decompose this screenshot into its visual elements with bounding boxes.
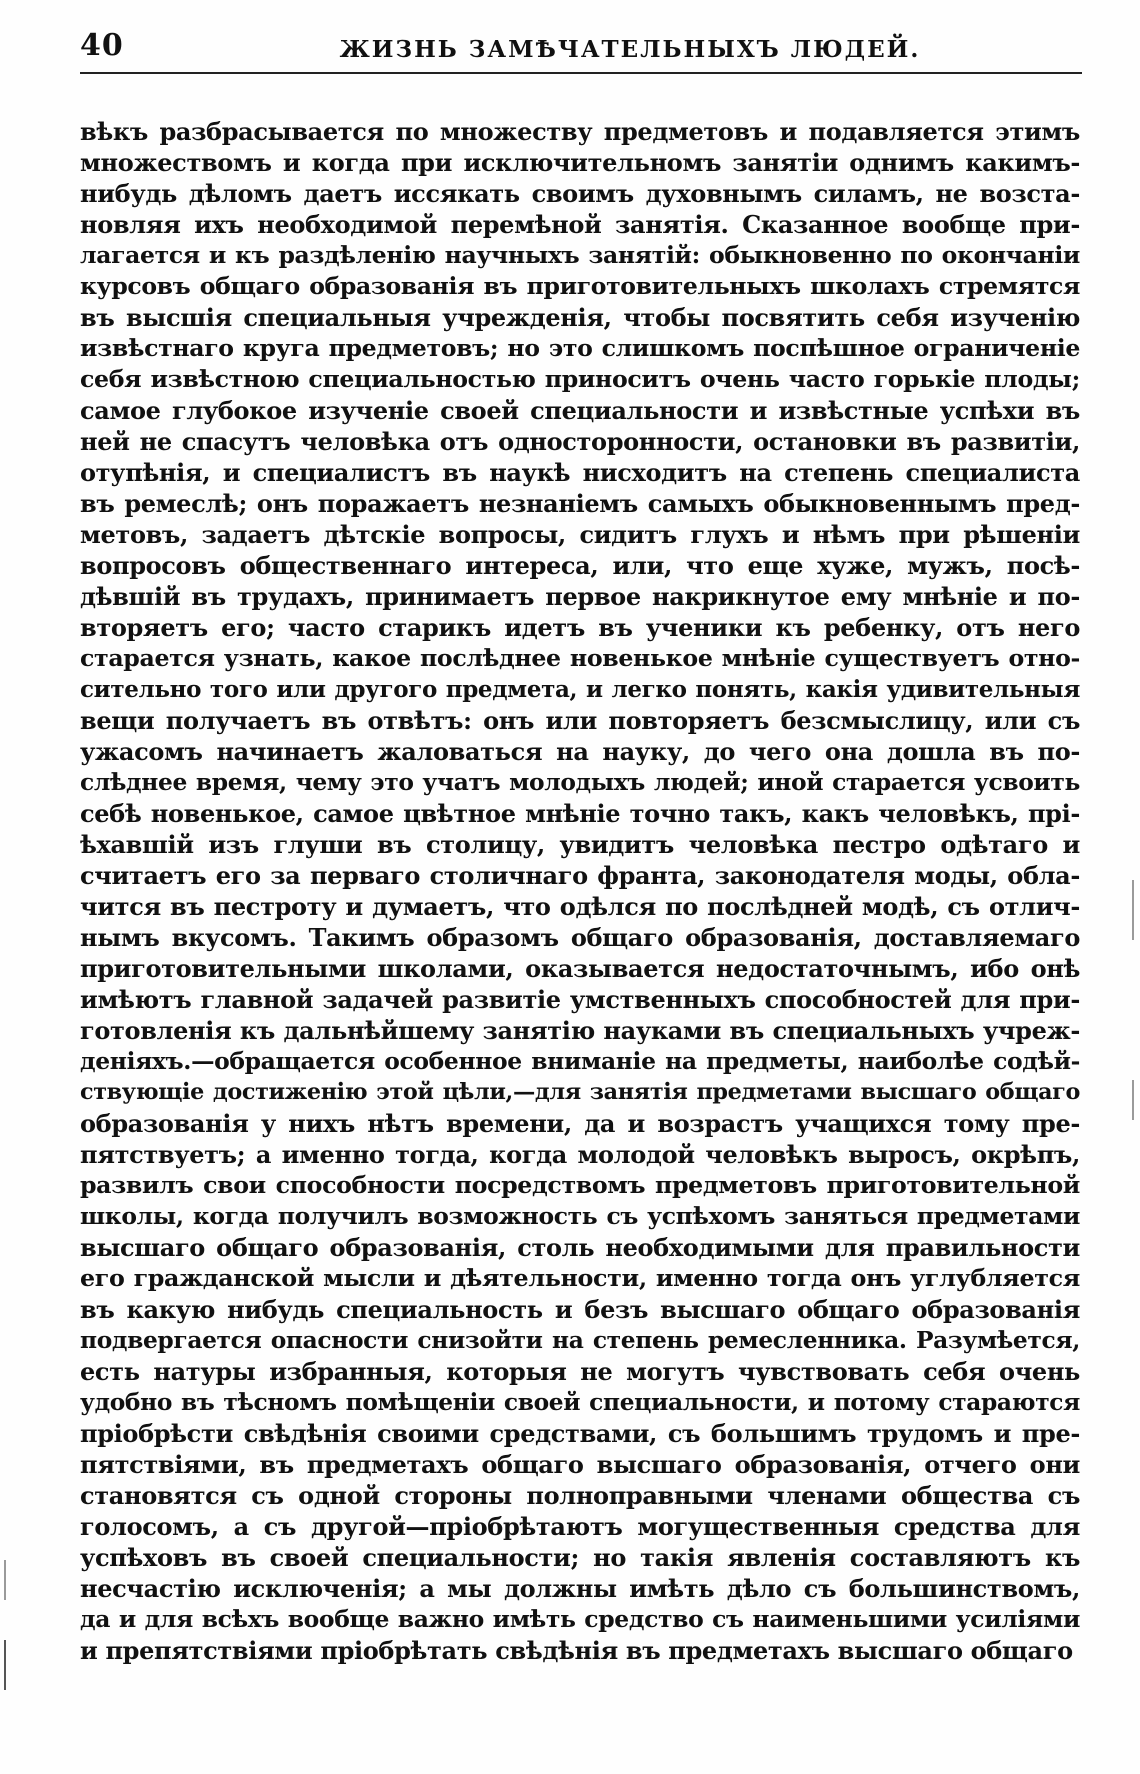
scan-margin-mark <box>4 1560 6 1600</box>
text-line: пятствуетъ; а именно тогда, когда молодой человѣкъ выросъ, окрѣпъ, <box>80 1140 1080 1169</box>
text-line: въ ремеслѣ; онъ поражаетъ незнаніемъ самыхъ обыкновеннымъ пред- <box>80 489 1080 518</box>
text-line: метовъ, задаетъ дѣтскіе вопросы, сидитъ глухъ и нѣмъ при рѣшеніи <box>80 520 1080 549</box>
text-line: становятся съ одной стороны полноправными членами общества съ <box>80 1481 1080 1510</box>
page-header <box>80 28 1080 72</box>
text-line: считаетъ его за перваго столичнаго франта, законодателя моды, обла- <box>80 861 1080 890</box>
text-line: удобно въ тѣсномъ помѣщеніи своей специальности, и потому стараются <box>80 1389 1080 1416</box>
text-line: множествомъ и когда при исключительномъ занятіи однимъ какимъ- <box>80 148 1080 177</box>
text-line: образованія у нихъ нѣтъ времени, да и возрастъ учащихся тому пре- <box>80 1109 1080 1138</box>
text-line: его гражданской мысли и дѣятельности, именно тогда онъ углубляется <box>80 1264 1080 1292</box>
text-line: и препятствіями пріобрѣтать свѣдѣнія въ предметахъ высшаго общаго <box>80 1636 1073 1665</box>
text-line: приготовительными школами, оказывается недостаточнымъ, ибо онѣ <box>80 954 1080 983</box>
text-line: голосомъ, а съ другой—пріобрѣтаютъ могущественныя средства для <box>80 1512 1080 1541</box>
text-line: лагается и къ раздѣленію научныхъ занятій: обыкновенно по окончаніи <box>80 241 1080 269</box>
scan-margin-mark <box>4 1640 6 1690</box>
text-line: ѣхавшій изъ глуши въ столицу, увидитъ человѣка пестро одѣтаго и <box>80 830 1080 859</box>
body-text <box>80 116 1080 1666</box>
text-line: вопросовъ общественнаго интереса, или, что еще хуже, мужъ, посѣ- <box>80 551 1080 580</box>
text-line: себѣ новенькое, самое цвѣтное мнѣніе точно такъ, какъ человѣкъ, прі- <box>80 799 1080 828</box>
text-line: отупѣнія, и специалистъ въ наукѣ нисходитъ на степень специалиста <box>80 458 1080 487</box>
text-line: новляя ихъ необходимой перемѣной занятія. Сказанное вообще при- <box>80 210 1080 239</box>
text-line: развилъ свои способности посредствомъ предметовъ приготовительной <box>80 1171 1080 1199</box>
text-line: себя извѣстною специальностью приноситъ очень часто горькіе плоды; <box>80 365 1080 393</box>
text-line: сительно того или другого предмета, и легко понять, какія удивительныя <box>80 676 1080 703</box>
text-line: высшаго общаго образованія, столь необходимыми для правильности <box>80 1233 1080 1262</box>
header-rule <box>80 72 1082 74</box>
scan-margin-mark <box>1132 1080 1134 1120</box>
text-line: пятствіями, въ предметахъ общаго высшаго образованія, отчего они <box>80 1450 1080 1479</box>
text-line: пріобрѣсти свѣдѣнія своими средствами, съ большимъ трудомъ и пре- <box>80 1419 1080 1448</box>
text-line: есть натуры избранныя, которыя не могутъ чувствовать себя очень <box>80 1357 1080 1386</box>
page-number: 40 <box>80 28 124 63</box>
text-line: самое глубокое изученіе своей специальности и извѣстные успѣхи въ <box>80 396 1080 425</box>
text-line: готовленія къ дальнѣйшему занятію науками въ специальныхъ учреж- <box>80 1016 1080 1045</box>
text-line: нибудь дѣломъ даетъ иссякать своимъ духовнымъ силамъ, не возста- <box>80 179 1080 208</box>
text-line: ствующіе достиженію этой цѣли,—для занятія предметами высшаго общаго <box>80 1079 1080 1105</box>
text-line: ней не спасутъ человѣка отъ односторонности, остановки въ развитіи, <box>80 427 1080 456</box>
text-line: имѣютъ главной задачей развитіе умственныхъ способностей для при- <box>80 985 1080 1014</box>
text-line: вѣкъ разбрасывается по множеству предметовъ и подавляется этимъ <box>80 117 1080 146</box>
text-line: несчастію исключенія; а мы должны имѣть дѣло съ большинствомъ, <box>80 1574 1080 1603</box>
text-line: да и для всѣхъ вообще важно имѣть средство съ наименьшими усиліями <box>80 1605 1080 1633</box>
text-line: въ какую нибудь специальность и безъ высшаго общаго образованія <box>80 1295 1080 1324</box>
text-line: дѣвшій въ трудахъ, принимаетъ первое накрикнутое ему мнѣніе и по- <box>80 582 1080 611</box>
text-line: успѣховъ въ своей специальности; но такія явленія составляютъ къ <box>80 1543 1080 1572</box>
text-line: вещи получаетъ въ отвѣтъ: онъ или повторяетъ безсмыслицу, или съ <box>80 706 1080 735</box>
text-line: слѣднее время, чему это учатъ молодыхъ людей; иной старается усвоить <box>80 768 1080 796</box>
text-line: нымъ вкусомъ. Такимъ образомъ общаго образованія, доставляемаго <box>80 923 1080 952</box>
text-line: вторяетъ его; часто старикъ идетъ въ ученики къ ребенку, отъ него <box>80 613 1080 642</box>
text-line: курсовъ общаго образованія въ приготовительныхъ школахъ стремятся <box>80 272 1080 300</box>
text-line: старается узнать, какое послѣднее новенькое мнѣніе существуетъ отно- <box>80 644 1080 672</box>
text-line: школы, когда получилъ возможность съ успѣхомъ заняться предметами <box>80 1202 1080 1230</box>
scan-margin-mark <box>1132 880 1134 940</box>
text-line: подвергается опасности снизойти на степень ремесленника. Разумѣется, <box>80 1327 1080 1354</box>
text-line: извѣстнаго круга предметовъ; но это слишкомъ поспѣшное ограниченіе <box>80 334 1080 362</box>
text-line: ужасомъ начинаетъ жаловаться на науку, до чего она дошла въ по- <box>80 737 1080 766</box>
running-title: ЖИЗНЬ ЗАМѢЧАТЕЛЬНЫХЪ ЛЮДЕЙ. <box>339 36 921 63</box>
text-line: въ высшія специальныя учрежденія, чтобы посвятить себя изученію <box>80 303 1080 332</box>
text-line: деніяхъ.—обращается особенное вниманіе на предметы, наиболѣе содѣй- <box>80 1047 1080 1075</box>
text-line: чится въ пестроту и думаетъ, что одѣлся по послѣдней модѣ, съ отлич- <box>80 892 1080 921</box>
